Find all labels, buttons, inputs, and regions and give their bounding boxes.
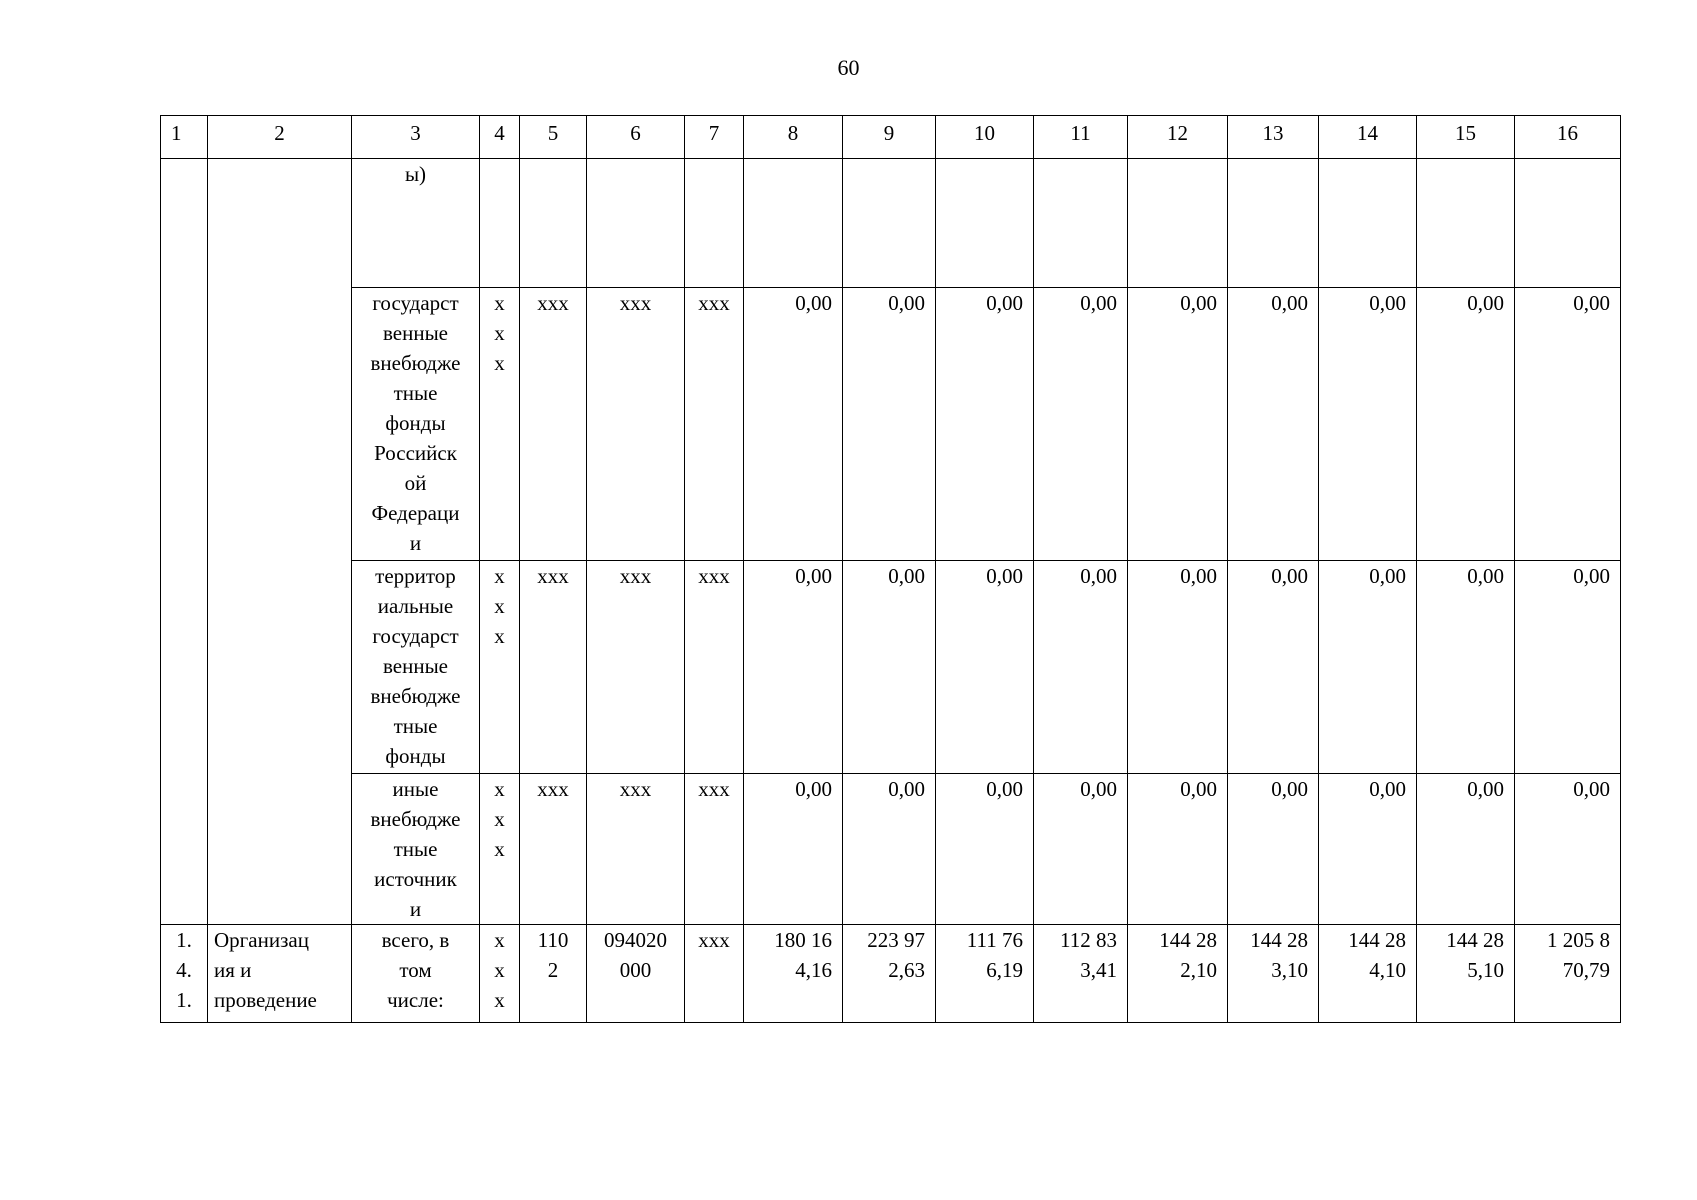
value-cell: 0,00 bbox=[1034, 561, 1128, 774]
code-cell: х х х bbox=[480, 925, 520, 1023]
col-header: 11 bbox=[1034, 116, 1128, 159]
source-cell: ы) bbox=[352, 159, 480, 288]
code-cell: ххх bbox=[587, 561, 685, 774]
value-cell bbox=[1128, 159, 1228, 288]
code-cell: х х х bbox=[480, 774, 520, 925]
source-cell: иные внебюдже тные источник и bbox=[352, 774, 480, 925]
value-cell: 144 28 5,10 bbox=[1417, 925, 1515, 1023]
col-header: 9 bbox=[843, 116, 936, 159]
value-cell: 144 28 2,10 bbox=[1128, 925, 1228, 1023]
header-row bbox=[161, 116, 1621, 159]
code-cell: 094020 000 bbox=[587, 925, 685, 1023]
col-header: 7 bbox=[685, 116, 744, 159]
col-header: 8 bbox=[744, 116, 843, 159]
value-cell: 0,00 bbox=[1417, 288, 1515, 561]
code-cell: ххх bbox=[520, 288, 587, 561]
value-cell bbox=[843, 159, 936, 288]
col-header: 15 bbox=[1417, 116, 1515, 159]
value-cell bbox=[744, 159, 843, 288]
table-row bbox=[161, 925, 1621, 1023]
col-header: 4 bbox=[480, 116, 520, 159]
value-cell: 0,00 bbox=[1128, 288, 1228, 561]
row-title-cell: Организац ия и проведение bbox=[208, 925, 352, 1023]
value-cell: 0,00 bbox=[744, 561, 843, 774]
code-cell: ххх bbox=[685, 774, 744, 925]
code-cell: ххх bbox=[520, 774, 587, 925]
table-row bbox=[161, 774, 1621, 925]
code-cell: ххх bbox=[685, 925, 744, 1023]
value-cell: 0,00 bbox=[1319, 561, 1417, 774]
value-cell: 0,00 bbox=[1034, 774, 1128, 925]
value-cell: 144 28 3,10 bbox=[1228, 925, 1319, 1023]
col-header: 3 bbox=[352, 116, 480, 159]
code-cell: ххх bbox=[587, 774, 685, 925]
code-cell: ххх bbox=[520, 561, 587, 774]
value-cell: 0,00 bbox=[1228, 561, 1319, 774]
value-cell: 0,00 bbox=[1417, 561, 1515, 774]
table-row bbox=[161, 159, 1621, 288]
value-cell: 0,00 bbox=[843, 561, 936, 774]
value-cell bbox=[1228, 159, 1319, 288]
value-cell bbox=[1417, 159, 1515, 288]
value-cell bbox=[936, 159, 1034, 288]
col-header: 16 bbox=[1515, 116, 1621, 159]
value-cell: 0,00 bbox=[1128, 774, 1228, 925]
value-cell: 0,00 bbox=[1515, 774, 1621, 925]
col-header: 14 bbox=[1319, 116, 1417, 159]
value-cell: 0,00 bbox=[1034, 288, 1128, 561]
code-cell bbox=[480, 159, 520, 288]
page-number: 60 bbox=[837, 55, 860, 80]
col-header: 10 bbox=[936, 116, 1034, 159]
value-cell: 0,00 bbox=[936, 774, 1034, 925]
value-cell: 0,00 bbox=[1417, 774, 1515, 925]
value-cell: 0,00 bbox=[1128, 561, 1228, 774]
source-cell: территор иальные государст венные внебюдже тные фонды bbox=[352, 561, 480, 774]
code-cell: х х х bbox=[480, 561, 520, 774]
value-cell: 0,00 bbox=[1515, 561, 1621, 774]
table-row bbox=[161, 288, 1621, 561]
value-cell: 112 83 3,41 bbox=[1034, 925, 1128, 1023]
value-cell: 0,00 bbox=[843, 774, 936, 925]
col-header: 6 bbox=[587, 116, 685, 159]
value-cell bbox=[1034, 159, 1128, 288]
value-cell: 0,00 bbox=[1228, 288, 1319, 561]
col-header: 13 bbox=[1228, 116, 1319, 159]
row-title-cell-empty bbox=[208, 159, 352, 925]
code-cell bbox=[587, 159, 685, 288]
code-cell: ххх bbox=[685, 561, 744, 774]
source-cell: всего, в том числе: bbox=[352, 925, 480, 1023]
value-cell: 0,00 bbox=[1515, 288, 1621, 561]
value-cell bbox=[1515, 159, 1621, 288]
source-cell: государст венные внебюдже тные фонды Российск ой Федераци и bbox=[352, 288, 480, 561]
value-cell: 223 97 2,63 bbox=[843, 925, 936, 1023]
value-cell: 0,00 bbox=[936, 288, 1034, 561]
value-cell: 0,00 bbox=[744, 288, 843, 561]
col-header: 1 bbox=[161, 116, 208, 159]
value-cell: 0,00 bbox=[1228, 774, 1319, 925]
value-cell: 0,00 bbox=[1319, 774, 1417, 925]
code-cell: х х х bbox=[480, 288, 520, 561]
code-cell: ххх bbox=[685, 288, 744, 561]
value-cell: 111 76 6,19 bbox=[936, 925, 1034, 1023]
code-cell: ххх bbox=[587, 288, 685, 561]
code-cell bbox=[685, 159, 744, 288]
col-header: 5 bbox=[520, 116, 587, 159]
value-cell: 144 28 4,10 bbox=[1319, 925, 1417, 1023]
code-cell: 110 2 bbox=[520, 925, 587, 1023]
code-cell bbox=[520, 159, 587, 288]
value-cell: 180 16 4,16 bbox=[744, 925, 843, 1023]
row-number-cell: 1. 4. 1. bbox=[161, 925, 208, 1023]
value-cell: 0,00 bbox=[744, 774, 843, 925]
col-header: 2 bbox=[208, 116, 352, 159]
value-cell bbox=[1319, 159, 1417, 288]
table-row bbox=[161, 561, 1621, 774]
value-cell: 1 205 8 70,79 bbox=[1515, 925, 1621, 1023]
value-cell: 0,00 bbox=[936, 561, 1034, 774]
row-number-cell-empty bbox=[161, 159, 208, 925]
value-cell: 0,00 bbox=[1319, 288, 1417, 561]
budget-table bbox=[160, 115, 1621, 1023]
value-cell: 0,00 bbox=[843, 288, 936, 561]
col-header: 12 bbox=[1128, 116, 1228, 159]
